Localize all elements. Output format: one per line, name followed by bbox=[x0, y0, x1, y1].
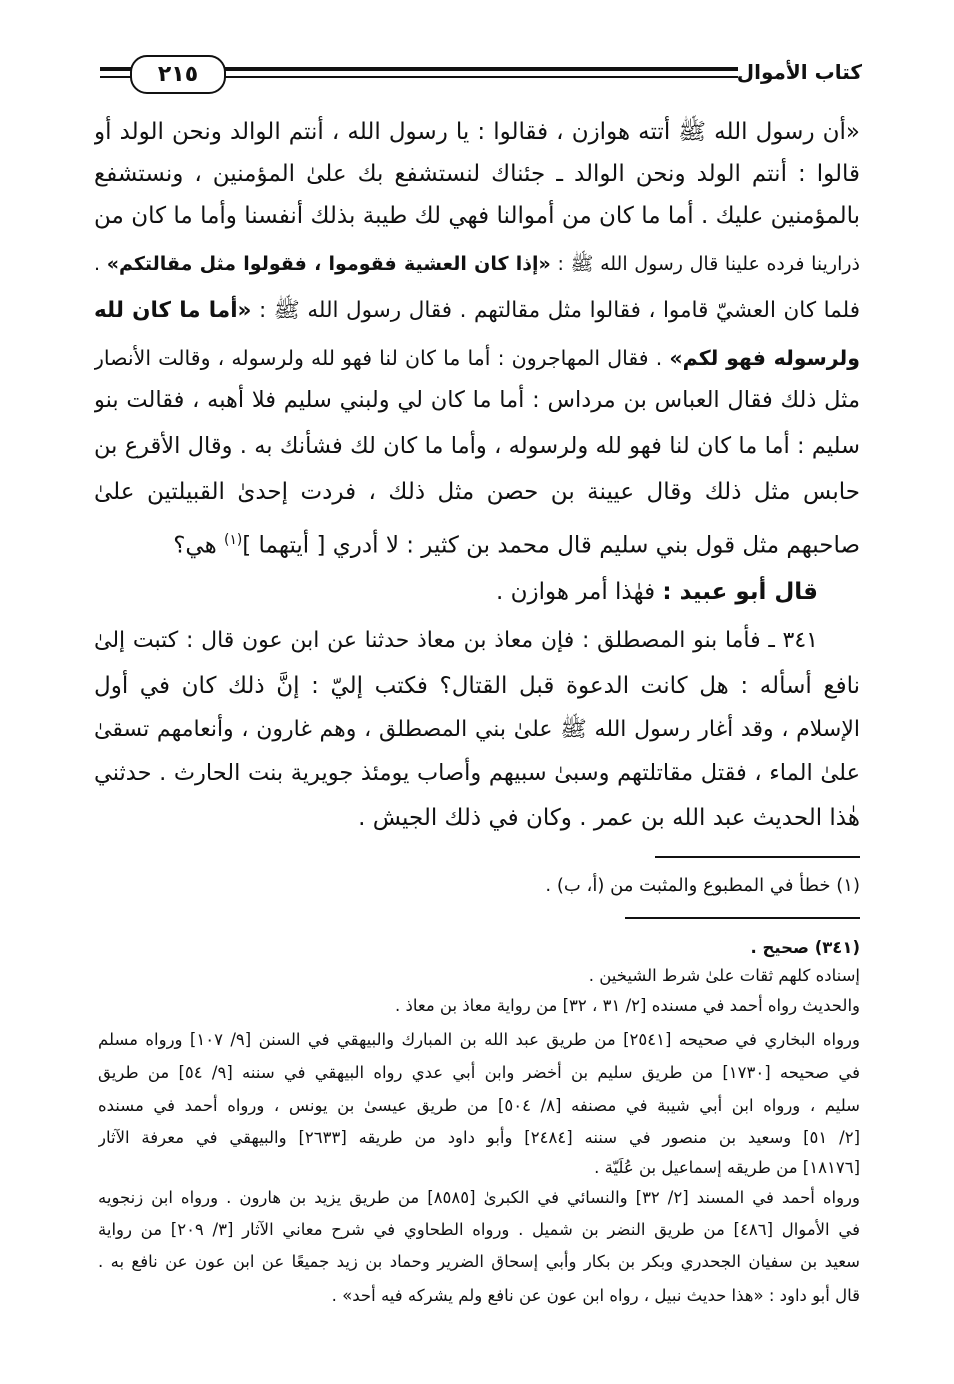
takhrij-line: قال أبو داود : «هذا حديث نبيل ، رواه ابن عون عن نافع ولم يشركه فيه أحد» . bbox=[331, 1286, 860, 1305]
takhrij-separator bbox=[625, 917, 860, 919]
text-line bbox=[94, 570, 818, 614]
takhrij-heading: (٣٤١) صحيح . bbox=[750, 938, 860, 957]
text-line: بالمؤمنين عليك . أما ما كان من أموالنا فهي لك طيبة بذلك أنفسنا وأما ما كان من bbox=[94, 203, 860, 229]
text-line bbox=[94, 242, 860, 286]
bold-hadith-text: ولرسوله فهو لكم» bbox=[669, 346, 860, 370]
text-line bbox=[94, 336, 860, 380]
takhrij-line: في صحيحه [١٧٣٠] من طريق سليم بن أخضر وابن أبي عدي رواه البيهقي في سننه [٩/ ٥٤] من طريق bbox=[98, 1063, 860, 1082]
speaker-label: قال أبو عبيد : bbox=[662, 579, 818, 605]
text-line: سليم : أما ما كان لنا فهو لله ولرسوله ، وأما ما كان لك فشأنك به . وقال الأقرع بن bbox=[94, 433, 860, 459]
text-line: ٣٤١ ـ فأما بنو المصطلق : فإن معاذ بن معاذ حدثنا عن ابن عون قال : كتبت إلىٰ bbox=[94, 628, 818, 653]
text-line: علىٰ الماء ، فقتل مقاتلتهم وسبىٰ سبيهم وأصاب يومئذ جويرية بنت الحارث . حدثني bbox=[94, 760, 860, 786]
line-text: فهٰذا أمر هوازن . bbox=[495, 579, 663, 605]
takhrij-line: إسناده كلهم ثقات علىٰ شرط الشيخين . bbox=[588, 966, 860, 985]
takhrij-line: في الأموال [٤٨٦] من طريق النضر بن شميل . ورواه الطحاوي في شرح معاني الآثار [٣/ ٢٠٩] من رواية bbox=[98, 1220, 860, 1239]
text-line bbox=[94, 518, 860, 562]
takhrij-line: ورواه البخاري في صحيحه [٢٥٤١] من طريق عبد الله بن المبارك والبيهقي في السنن [٩/ ١٠٧] ورواه مسلم bbox=[98, 1030, 860, 1049]
takhrij-line: ورواه أحمد في المسند [٢/ ٣٢] والنسائي في الكبرىٰ [٨٥٨٥] من طريق يزيد بن هارون . ورواه ابن زنجويه bbox=[98, 1188, 860, 1207]
text-line bbox=[94, 289, 860, 333]
text-line: هٰذا الحديث عبد الله بن عمر . وكان في ذلك الجيش . bbox=[358, 805, 860, 831]
page-number: ٢١٥ bbox=[130, 55, 226, 94]
line-text: ذرارينا فرده علينا قال رسول الله ﷺ : bbox=[550, 253, 860, 275]
bold-hadith-text: «أما ما كان لله bbox=[94, 298, 252, 323]
text-line: الإسلام ، وقد أغار رسول الله ﷺ علىٰ بني المصطلق ، وهم غارون ، وأنعامهم تسقىٰ bbox=[94, 717, 860, 742]
takhrij-line: [٢/ ٥١] وسعيد بن منصور في سننه [٢٤٨٤] وأبو داود من طريقه [٢٦٣٣] والبيهقي في معرفة الآثار bbox=[98, 1128, 860, 1147]
text-line: مثل ذلك فقال العباس بن مرداس : أما ما كان لي ولبني سليم فلا أهبه ، فقالت بنو bbox=[94, 387, 860, 413]
text-line: حابس مثل ذلك وقال عيينة بن حصن مثل ذلك ، فردت إحدىٰ القبيلتين علىٰ bbox=[94, 479, 860, 505]
line-text: . bbox=[94, 253, 107, 275]
text-line: نافع أسأله : هل كانت الدعوة قبل القتال؟ فكتب إليّ : إنَّ ذلك كان في أول bbox=[94, 673, 860, 699]
takhrij-line: والحديث رواه أحمد في مسنده [٢/ ٣١ ، ٣٢] من رواية معاذ بن معاذ . bbox=[395, 996, 860, 1015]
footnote-marker: (١) bbox=[224, 532, 243, 548]
bold-hadith-text: «إذا كان العشية فقوموا ، فقولوا مثل مقالتكم» bbox=[106, 253, 551, 275]
takhrij-line: سعيد بن سفيان الجحدري وبكر بن بكار وأبي إسحاق الضرير وحماد بن زيد جميعًا عن ابن عون عن نافع به . bbox=[98, 1252, 860, 1271]
text-line: قالوا : أنتم الولد ونحن الوالد ـ جئناك لنستشفع بك علىٰ المؤمنين ، ونستشفع bbox=[94, 161, 860, 187]
takhrij-line: [١٨١٧٦] من طريقه إسماعيل بن عُلَيّة . bbox=[594, 1158, 860, 1177]
running-title: كتاب الأموال bbox=[736, 60, 862, 84]
footnote: (١) خطأ في المطبوع والمثبت من (أ، ب) . bbox=[545, 875, 860, 896]
text-line: «أن رسول الله ﷺ أتته هوازن ، فقالوا : يا رسول الله ، أنتم الوالد ونحن الولد أو bbox=[94, 119, 860, 145]
line-text: هي؟ bbox=[173, 532, 225, 559]
line-text: فلما كان العشيّ قاموا ، فقالوا مثل مقالتهم . فقال رسول الله ﷺ : bbox=[251, 298, 860, 323]
line-text: صاحبهم مثل قول بني سليم قال محمد بن كثير : لا أدري [ أيتهما ] bbox=[242, 532, 860, 559]
takhrij-line: سليم ، ورواه ابن أبي شيبة في مصنفه [٨/ ٥٠٤] من طريق عيسىٰ بن يونس ، ورواه أحمد في مسنده bbox=[98, 1096, 860, 1115]
footnote-separator bbox=[655, 856, 860, 858]
line-text: . فقال المهاجرون : أما ما كان لنا فهو لله ولرسوله ، وقالت الأنصار bbox=[94, 346, 670, 370]
